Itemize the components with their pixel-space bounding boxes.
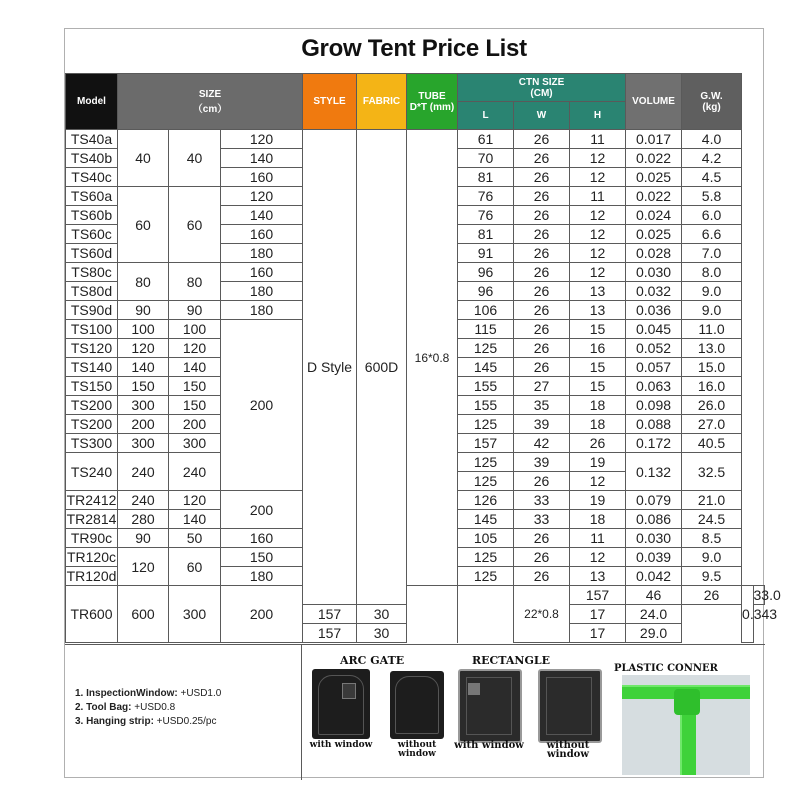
model-cell: TR120c xyxy=(66,549,117,565)
ctn-h-cell: 18 xyxy=(570,396,626,415)
ctn-h-cell: 12 xyxy=(570,244,626,263)
size-h-cell: 180 xyxy=(221,567,303,586)
model-cell: TS200 xyxy=(66,415,118,434)
size-d-cell: 120 xyxy=(169,339,221,358)
ctn-l-cell: 81 xyxy=(458,225,514,244)
ctn-h-cell: 18 xyxy=(570,510,626,529)
header-style: STYLE xyxy=(303,74,357,130)
footer-section xyxy=(65,644,765,780)
volume-cell: 0.343 xyxy=(742,586,753,643)
ctn-l-cell: 115 xyxy=(458,320,514,339)
ctn-l-cell: 125 xyxy=(458,415,514,434)
ctn-h-cell: 12 xyxy=(570,548,626,567)
volume-cell: 0.022 xyxy=(626,187,682,206)
volume-cell: 0.028 xyxy=(626,244,682,263)
size-w-cell: 200 xyxy=(118,415,169,434)
gw-cell: 5.8 xyxy=(682,187,742,206)
model-cell: TR2412 xyxy=(66,492,117,508)
caption: without window xyxy=(397,740,437,759)
caption: without window xyxy=(546,740,590,760)
gw-cell: 6.0 xyxy=(682,206,742,225)
size-w-cell: 40 xyxy=(118,130,169,187)
ctn-w-cell: 26 xyxy=(514,168,570,187)
ctn-w-cell: 26 xyxy=(514,263,570,282)
ctn-h-cell: 15 xyxy=(570,358,626,377)
model-cell: TS60c xyxy=(66,225,118,244)
page-title: Grow Tent Price List xyxy=(301,35,527,62)
volume-cell: 0.032 xyxy=(626,282,682,301)
ctn-w-cell: 26 xyxy=(514,149,570,168)
size-d-cell: 140 xyxy=(169,358,221,377)
size-w-cell: 140 xyxy=(118,358,169,377)
ctn-h-cell: 15 xyxy=(570,377,626,396)
volume-cell: 0.039 xyxy=(626,548,682,567)
model-cell: TR2814 xyxy=(66,511,117,527)
size-h-cell: 180 xyxy=(221,282,303,301)
ctn-l-cell: 126 xyxy=(458,491,514,510)
ctn-l-cell: 145 xyxy=(458,510,514,529)
gw-cell: 24.0 xyxy=(626,605,682,624)
gw-cell: 16.0 xyxy=(682,377,742,396)
gw-cell: 21.0 xyxy=(682,491,742,510)
ctn-l-cell: 106 xyxy=(458,301,514,320)
volume-cell: 0.052 xyxy=(626,339,682,358)
volume-cell: 0.086 xyxy=(626,510,682,529)
size-d-cell: 240 xyxy=(169,453,221,491)
gw-cell: 33.0 xyxy=(753,587,781,603)
plastic-conner-label: PLASTIC CONNER xyxy=(614,663,718,674)
gw-cell: 6.6 xyxy=(682,225,742,244)
size-d-cell: 140 xyxy=(169,510,221,529)
ctn-w-cell: 27 xyxy=(514,377,570,396)
volume-cell: 0.017 xyxy=(626,130,682,149)
size-h-cell: 160 xyxy=(221,263,303,282)
size-h-cell: 150 xyxy=(221,548,303,567)
gw-cell: 9.0 xyxy=(682,282,742,301)
ctn-l-cell: 76 xyxy=(458,206,514,225)
gw-cell: 9.5 xyxy=(682,567,742,586)
ctn-l-cell: 155 xyxy=(458,377,514,396)
ctn-w-cell: 26 xyxy=(514,206,570,225)
size-w-cell: 90 xyxy=(118,529,169,548)
header-ctn-size: CTN SIZE (CM) xyxy=(458,74,626,102)
rectangle-label: RECTANGLE xyxy=(472,654,550,667)
style-cell: D Style xyxy=(303,130,357,605)
ctn-l-cell: 96 xyxy=(458,263,514,282)
ctn-h-cell: 19 xyxy=(570,491,626,510)
header-l: L xyxy=(458,102,514,130)
model-cell: TR90c xyxy=(66,529,118,548)
ctn-l-cell: 70 xyxy=(458,149,514,168)
ctn-l-cell: 61 xyxy=(458,130,514,149)
fabric-cell: 600D xyxy=(357,130,407,605)
gw-cell: 40.5 xyxy=(682,434,742,453)
ctn-w-cell: 26 xyxy=(514,529,570,548)
model-cell: TR600 xyxy=(66,586,118,643)
model-cell: TS40c xyxy=(66,168,118,187)
ctn-h-cell: 15 xyxy=(570,320,626,339)
volume-cell: 0.025 xyxy=(626,168,682,187)
volume-cell: 0.057 xyxy=(626,358,682,377)
ctn-l-cell: 125 xyxy=(458,567,514,586)
size-h-cell: 160 xyxy=(221,168,303,187)
ctn-w-cell: 26 xyxy=(514,301,570,320)
ctn-h-cell: 13 xyxy=(570,301,626,320)
ctn-h-cell: 13 xyxy=(570,282,626,301)
size-w-cell: 150 xyxy=(118,377,169,396)
volume-cell: 0.024 xyxy=(626,206,682,225)
volume-cell: 0.036 xyxy=(626,301,682,320)
size-h-cell: 120 xyxy=(221,130,303,149)
note-item: 1. InspectionWindow: +USD1.0 xyxy=(75,688,222,699)
model-cell: TS40b xyxy=(66,149,118,168)
volume-cell: 0.030 xyxy=(626,263,682,282)
ctn-h-cell: 17 xyxy=(570,624,626,643)
model-cell: TS140 xyxy=(66,358,118,377)
size-d-cell: 300 xyxy=(169,434,221,453)
size-w-cell: 300 xyxy=(118,396,169,415)
volume-cell: 0.025 xyxy=(626,225,682,244)
ctn-l-cell: 105 xyxy=(458,529,514,548)
ctn-h-cell: 16 xyxy=(570,339,626,358)
gw-cell: 26.0 xyxy=(682,396,742,415)
header-h: H xyxy=(570,102,626,130)
size-d-cell: 150 xyxy=(169,377,221,396)
gw-cell: 7.0 xyxy=(682,244,742,263)
ctn-l-cell: 157 xyxy=(570,586,626,605)
caption: with window xyxy=(454,740,524,751)
ctn-h-cell: 12 xyxy=(570,472,626,491)
ctn-h-cell: 11 xyxy=(570,130,626,149)
ctn-l-cell: 96 xyxy=(458,282,514,301)
size-d-cell: 100 xyxy=(169,320,221,339)
ctn-h-cell: 17 xyxy=(570,605,626,624)
header-w: W xyxy=(514,102,570,130)
size-h-cell: 200 xyxy=(221,320,303,491)
header-model: Model xyxy=(66,74,118,130)
size-h-cell: 140 xyxy=(221,206,303,225)
model-cell: TS90d xyxy=(66,301,118,320)
gw-cell: 4.0 xyxy=(682,130,742,149)
header-tube: TUBE D*T (mm) xyxy=(407,74,458,130)
model-cell: TS300 xyxy=(66,434,118,453)
size-w-cell: 600 xyxy=(118,586,169,643)
volume-cell: 0.079 xyxy=(626,491,682,510)
ctn-l-cell: 91 xyxy=(458,244,514,263)
model-cell: TS200 xyxy=(66,396,118,415)
plastic-conner-image xyxy=(622,675,750,775)
ctn-w-cell: 26 xyxy=(514,567,570,586)
ctn-w-cell: 26 xyxy=(514,358,570,377)
model-cell: TR120d xyxy=(66,568,117,584)
ctn-w-cell: 30 xyxy=(357,605,407,624)
model-cell: TS120 xyxy=(66,339,118,358)
size-d-cell: 40 xyxy=(169,130,221,187)
gw-cell: 15.0 xyxy=(682,358,742,377)
ctn-h-cell: 11 xyxy=(570,529,626,548)
model-cell: TS100 xyxy=(66,320,118,339)
volume-cell: 0.098 xyxy=(626,396,682,415)
model-cell: TS60d xyxy=(66,244,118,263)
ctn-l-cell: 125 xyxy=(458,472,514,491)
size-d-cell: 60 xyxy=(169,187,221,263)
ctn-h-cell: 11 xyxy=(570,187,626,206)
arc-gate-label: ARC GATE xyxy=(340,654,405,667)
model-cell: TS60b xyxy=(66,206,118,225)
ctn-h-cell: 13 xyxy=(570,567,626,586)
ctn-w-cell: 26 xyxy=(514,320,570,339)
ctn-h-cell: 12 xyxy=(570,206,626,225)
volume-cell: 0.022 xyxy=(626,149,682,168)
gw-cell: 9.0 xyxy=(682,301,742,320)
ctn-l-cell: 145 xyxy=(458,358,514,377)
price-table xyxy=(65,73,781,643)
size-w-cell: 60 xyxy=(118,187,169,263)
tube-cell: 16*0.8 xyxy=(407,130,458,586)
header-size: SIZE （cm） xyxy=(118,74,303,130)
model-cell: TS240 xyxy=(66,453,118,491)
ctn-w-cell: 26 xyxy=(514,472,570,491)
size-w-cell: 120 xyxy=(118,548,169,586)
caption: with window xyxy=(309,740,373,750)
ctn-l-cell: 125 xyxy=(458,453,514,472)
ctn-w-cell: 26 xyxy=(514,187,570,206)
ctn-h-cell: 12 xyxy=(570,225,626,244)
tent-images xyxy=(301,645,766,780)
gw-cell: 9.0 xyxy=(682,548,742,567)
ctn-w-cell: 26 xyxy=(514,130,570,149)
ctn-w-cell: 35 xyxy=(514,396,570,415)
model-cell: TS80d xyxy=(66,282,118,301)
size-d-cell: 60 xyxy=(169,548,221,586)
size-h-cell: 140 xyxy=(221,149,303,168)
size-d-cell: 80 xyxy=(169,263,221,301)
ctn-l-cell: 125 xyxy=(458,339,514,358)
gw-cell: 4.2 xyxy=(682,149,742,168)
ctn-w-cell: 26 xyxy=(514,548,570,567)
header-fabric: FABRIC xyxy=(357,74,407,130)
size-d-cell: 200 xyxy=(169,415,221,434)
ctn-h-cell: 12 xyxy=(570,168,626,187)
note-item: 3. Hanging strip: +USD0.25/pc xyxy=(75,716,217,727)
ctn-w-cell: 33 xyxy=(514,491,570,510)
header-volume: VOLUME xyxy=(626,74,682,130)
size-d-cell: 90 xyxy=(169,301,221,320)
ctn-w-cell: 26 xyxy=(514,339,570,358)
size-d-cell: 50 xyxy=(169,529,221,548)
arc-gate-without-window-image xyxy=(390,671,444,739)
gw-cell: 13.0 xyxy=(682,339,742,358)
ctn-l-cell: 81 xyxy=(458,168,514,187)
ctn-w-cell: 26 xyxy=(514,282,570,301)
size-w-cell: 280 xyxy=(118,510,169,529)
volume-cell: 0.088 xyxy=(626,415,682,434)
gw-cell: 24.5 xyxy=(682,510,742,529)
price-list-page xyxy=(64,28,781,778)
volume-cell: 0.045 xyxy=(626,320,682,339)
ctn-l-cell: 155 xyxy=(458,396,514,415)
size-h-cell: 120 xyxy=(221,187,303,206)
ctn-l-cell: 157 xyxy=(458,434,514,453)
size-w-cell: 240 xyxy=(118,491,169,510)
size-h-cell: 200 xyxy=(221,491,303,529)
ctn-l-cell: 157 xyxy=(303,605,357,624)
ctn-h-cell: 12 xyxy=(570,149,626,168)
ctn-h-cell: 19 xyxy=(570,453,626,472)
ctn-h-cell: 18 xyxy=(570,415,626,434)
arc-gate-with-window-image xyxy=(312,669,370,739)
ctn-l-cell: 76 xyxy=(458,187,514,206)
size-w-cell: 240 xyxy=(118,453,169,491)
volume-cell: 0.042 xyxy=(626,567,682,586)
header-gw: G.W. (kg) xyxy=(682,74,742,130)
rectangle-without-window-image xyxy=(538,669,602,743)
ctn-w-cell: 26 xyxy=(514,244,570,263)
model-cell: TS80c xyxy=(66,263,118,282)
gw-cell: 29.0 xyxy=(626,624,682,643)
options-notes xyxy=(75,687,221,729)
size-h-cell: 180 xyxy=(221,244,303,263)
volume-cell: 0.132 xyxy=(626,453,682,491)
model-cell: TS60a xyxy=(66,187,118,206)
ctn-w-cell: 33 xyxy=(514,510,570,529)
ctn-w-cell: 46 xyxy=(626,586,682,605)
gw-cell: 4.5 xyxy=(682,168,742,187)
model-cell: TS40a xyxy=(66,130,118,149)
gw-cell: 27.0 xyxy=(682,415,742,434)
ctn-h-cell: 12 xyxy=(570,263,626,282)
size-h-cell: 200 xyxy=(221,586,303,643)
ctn-h-cell: 26 xyxy=(682,586,742,605)
rectangle-with-window-image xyxy=(458,669,522,743)
volume-cell: 0.172 xyxy=(626,434,682,453)
gw-cell: 11.0 xyxy=(682,320,742,339)
ctn-h-cell: 26 xyxy=(570,434,626,453)
size-h-cell: 160 xyxy=(221,529,303,548)
model-cell: TS150 xyxy=(66,377,118,396)
size-w-cell: 100 xyxy=(118,320,169,339)
size-w-cell: 90 xyxy=(118,301,169,320)
size-h-cell: 180 xyxy=(221,301,303,320)
ctn-l-cell: 157 xyxy=(303,624,357,643)
ctn-w-cell: 42 xyxy=(514,434,570,453)
size-w-cell: 120 xyxy=(118,339,169,358)
gw-cell: 32.5 xyxy=(682,453,742,491)
size-w-cell: 300 xyxy=(118,434,169,453)
ctn-w-cell: 39 xyxy=(514,453,570,472)
ctn-w-cell: 39 xyxy=(514,415,570,434)
ctn-l-cell: 125 xyxy=(458,548,514,567)
gw-cell: 8.5 xyxy=(682,529,742,548)
ctn-w-cell: 26 xyxy=(514,225,570,244)
size-d-cell: 120 xyxy=(169,491,221,510)
volume-cell: 0.030 xyxy=(626,529,682,548)
size-d-cell: 300 xyxy=(169,586,221,643)
volume-cell: 0.063 xyxy=(626,377,682,396)
note-item: 2. Tool Bag: +USD0.8 xyxy=(75,702,176,713)
gw-cell: 8.0 xyxy=(682,263,742,282)
size-w-cell: 80 xyxy=(118,263,169,301)
size-d-cell: 150 xyxy=(169,396,221,415)
size-h-cell: 160 xyxy=(221,225,303,244)
ctn-w-cell: 30 xyxy=(357,624,407,643)
tube-cell: 22*0.8 xyxy=(514,586,570,643)
